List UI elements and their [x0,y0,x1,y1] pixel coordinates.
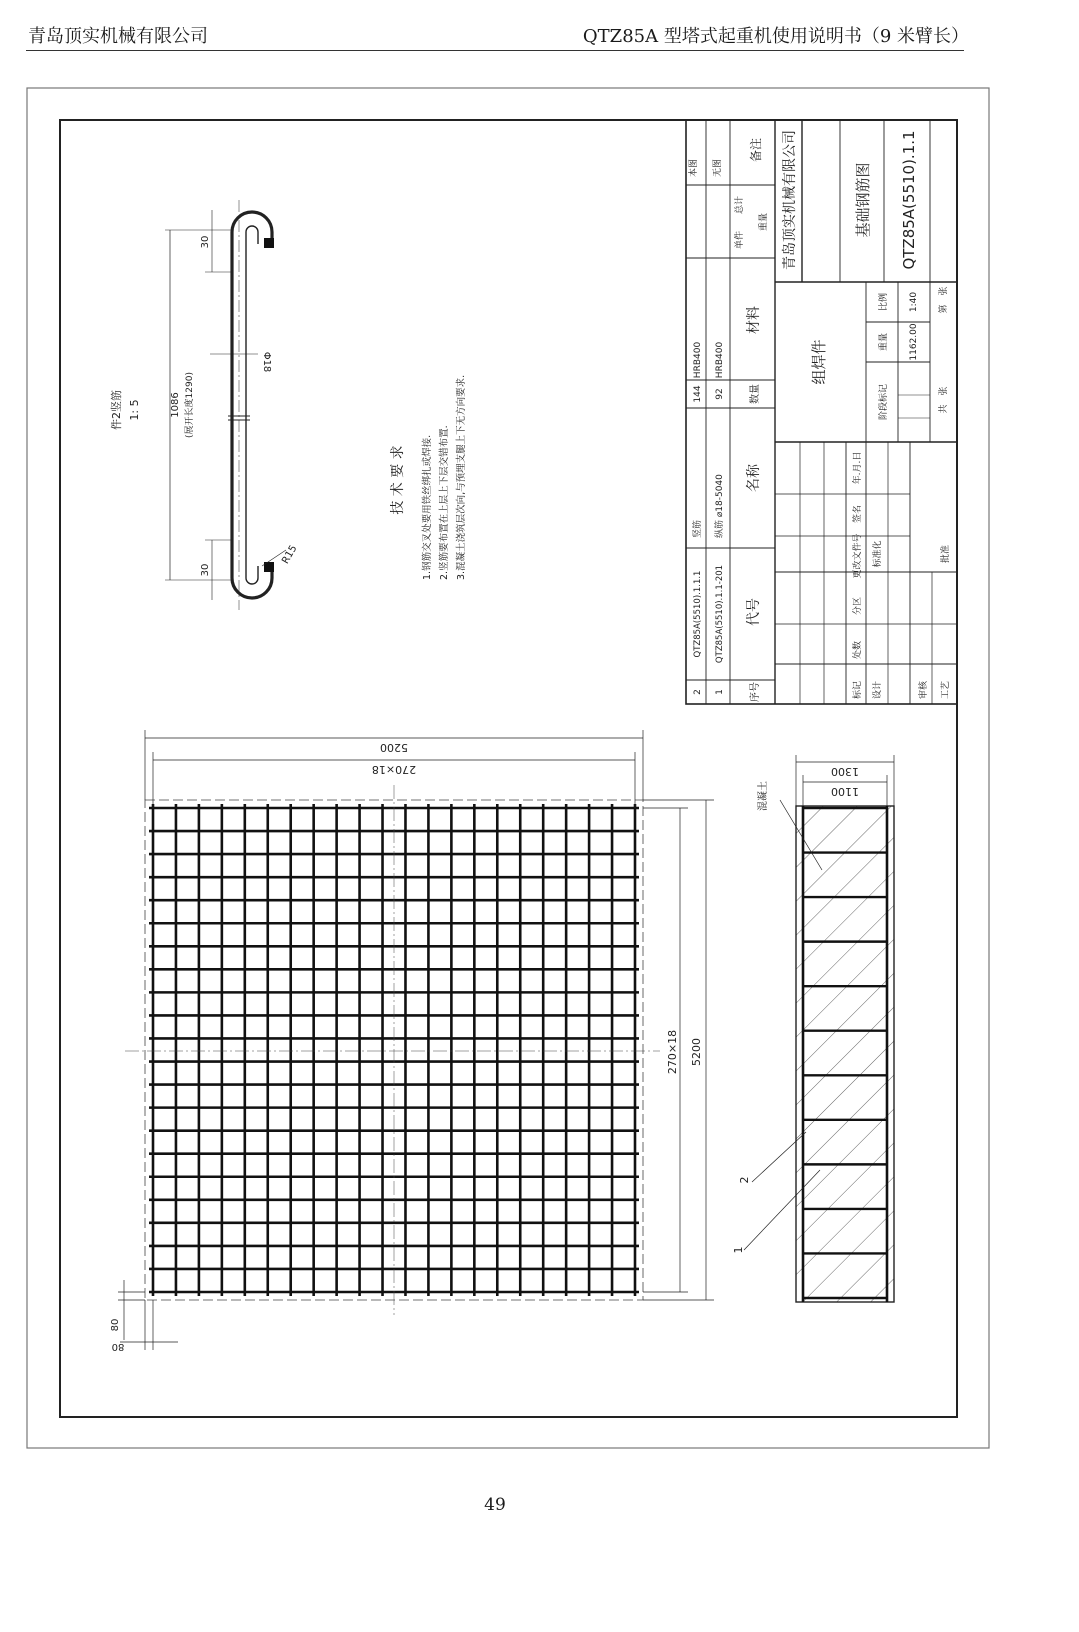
tech-requirements [389,375,467,580]
part2-dim-hook-top: 30 [200,235,211,249]
part2-dim-hook-bottom: 30 [200,563,211,577]
header-company: 青岛顶实机械有限公司 [28,26,208,47]
section-concrete [796,806,894,1302]
bom-row1-qty: 92 [715,388,725,400]
tb-col-seq: 序号 [750,682,761,702]
tech-title: 技 术 要 求 [390,445,406,515]
tb-sheet-no: 第 张 [939,286,949,314]
tech-req-3: 3.混凝土浇筑层次向,与预埋支腿上下无方向要求. [456,374,467,580]
rev-count: 处数 [853,640,863,660]
bom-row1-name: 纵筋 ⌀18-5040 [715,474,725,538]
tb-drawing-name: 基础钢筋图 [854,162,872,238]
bom-row1-seq: 1 [715,689,725,695]
part2-dim-developed: (展开长度1290) [185,372,195,438]
tb-col-qty: 数量 [750,384,761,404]
part2-dim-length: 1086 [170,392,181,418]
sign-process: 工艺 [941,680,951,700]
tb-sheet-total: 共 张 [939,386,949,414]
rev-mark: 标记 [853,680,863,700]
plan-side-spacing: 270×18 [666,1029,679,1075]
tb-label-scale: 比例 [879,292,889,312]
tb-assembly-type: 组焊件 [810,339,828,385]
sign-review: 审核 [919,680,929,700]
section-concrete-label: 混凝土 [758,781,769,811]
rev-docno: 更改文件号 [853,533,863,579]
sign-standard: 标准化 [873,540,883,568]
bom-row2-seq: 2 [693,689,703,695]
tb-mass-label: 重量 [759,212,769,232]
plan-edge-v: 80 [110,1318,121,1332]
tech-req-2: 2.竖筋要布置在上层上下层交错布置. [439,425,450,580]
plan-side-overall: 5200 [690,1038,703,1066]
tb-this-drawing: 本图 [689,158,699,178]
header-manual-title: QTZ85A 型塔式起重机使用说明书（9 米臂长） [582,26,969,47]
bom-row2-code: QTZ85A(5510).1.1.1 [693,570,703,658]
plan-dim-overall: 5200 [380,741,408,754]
tb-weight: 1162.00 [909,323,919,361]
section-view [732,755,894,1302]
part2-scale: 1: 5 [128,399,141,421]
bom-row2-name: 竖筋 [693,519,703,538]
rev-date: 年.月.日 [853,451,863,485]
page-number: 49 [484,1495,506,1515]
tb-col-name: 名称 [746,464,762,492]
tb-drawing-no: QTZ85A(5510).1.1 [900,130,918,270]
rev-sign: 签名 [853,504,863,524]
tb-total-label: 总计 [735,195,745,215]
sign-approve: 批准 [941,544,951,564]
part2-rebar-detail [165,200,286,610]
tb-company: 青岛顶实机械有限公司 [782,130,798,270]
tb-single-label: 单件 [735,230,745,250]
tb-scale: 1:40 [909,291,919,313]
section-dim-outer: 1300 [831,765,859,778]
part2-dim-radius: R15 [280,543,300,567]
bom-row2-qty: 144 [693,385,703,403]
leader-1: 1 [732,1246,745,1254]
title-block-texts [687,130,951,702]
bom-row2-material: HRB400 [693,341,703,379]
section-dim-inner: 1100 [831,785,859,798]
sign-design: 设计 [873,680,883,700]
tech-req-1: 1.钢筋交叉处要用铁丝绑扎或焊接. [422,434,433,580]
bom-row1-material: HRB400 [715,341,725,379]
part2-labels [109,236,300,577]
leader-2: 2 [738,1176,751,1184]
tb-remark-label: 备注 [749,137,763,163]
part2-title: 件2竖筋 [110,390,123,430]
tb-label-stage: 阶段标记 [879,383,889,421]
tb-no-drawing: 无图 [713,158,723,178]
tb-col-code: 代号 [746,598,762,626]
part2-dim-diameter: Φ18 [261,351,272,373]
plan-edge-h: 80 [111,1341,125,1352]
bom-row1-code: QTZ85A(5510).1.1-201 [715,564,725,664]
plan-dim-spacing: 270×18 [371,763,417,776]
tb-label-weight: 重量 [879,332,889,352]
plan-mesh-view [110,730,714,1352]
tb-col-material: 材料 [746,306,762,334]
rev-zone: 分区 [853,596,863,616]
